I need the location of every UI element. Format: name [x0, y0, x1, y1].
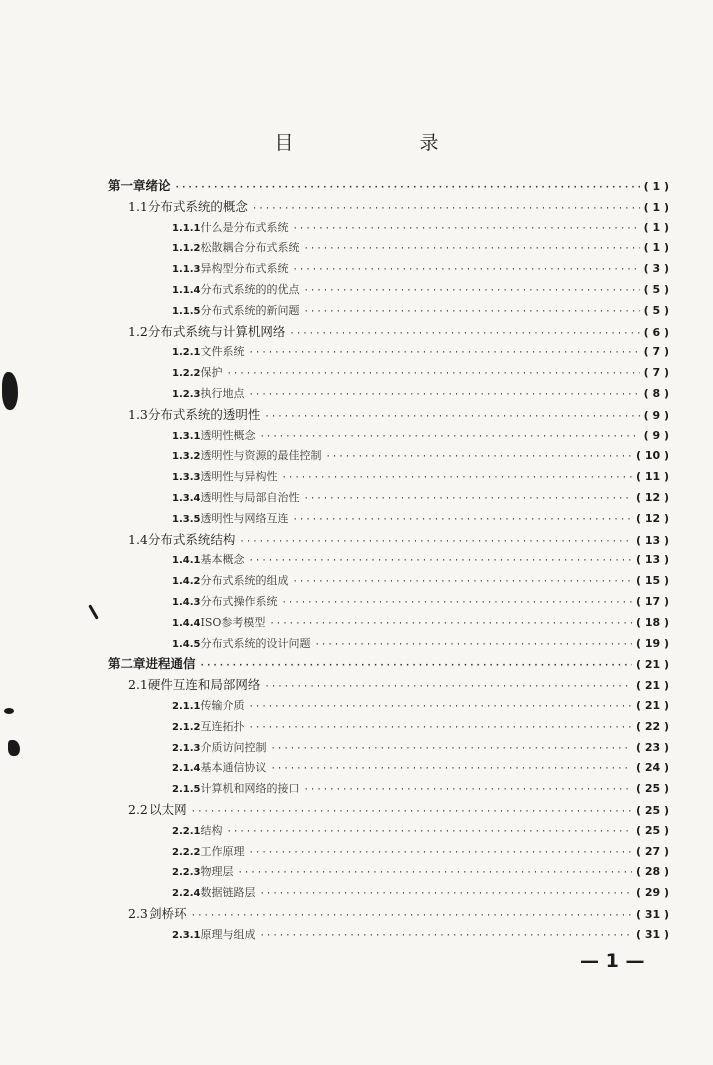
- toc-entry-number: 2.1.4: [172, 763, 201, 775]
- toc-entry-page: ( 18 ): [635, 615, 669, 629]
- toc-entry-title: 分布式系统结构: [147, 531, 236, 547]
- toc-entry-page: ( 28 ): [635, 865, 669, 879]
- toc-entry-title: 保护: [200, 366, 223, 380]
- toc-entry-number: 2.3: [128, 905, 148, 921]
- toc-entry-subsection: [0, 925, 713, 946]
- toc-entry-title: 传输介质: [200, 698, 245, 712]
- toc-entry-page: ( 12 ): [635, 490, 669, 504]
- toc-entry-title: 透明性与异构性: [200, 470, 278, 484]
- toc-entry-chapter: [0, 176, 713, 197]
- dot-leader: [270, 759, 631, 779]
- toc-entry-title: 绪论: [145, 178, 171, 193]
- dot-leader: [292, 260, 639, 280]
- toc-entry-subsection: [0, 634, 713, 655]
- dot-leader: [248, 343, 639, 363]
- toc-entry-title: 透明性与网络互连: [200, 511, 289, 525]
- toc-entry-title: 原理与组成: [200, 927, 256, 941]
- toc-entry-title: 分布式系统的设计问题: [200, 636, 311, 650]
- toc-entry-subsection: [0, 592, 713, 613]
- dot-leader: [248, 551, 631, 571]
- dot-leader: [292, 572, 631, 592]
- toc-entry-number: 1.4.3: [172, 596, 201, 608]
- toc-entry-number: 1.1.1: [172, 222, 201, 234]
- toc-entry-title: 透明性与资源的最佳控制: [200, 449, 322, 463]
- toc-entry-number: 1.4.1: [172, 555, 201, 567]
- toc-entry-title: 执行地点: [200, 386, 245, 400]
- toc-entry-title: 进程通信: [145, 656, 196, 672]
- scan-mark: [4, 708, 14, 714]
- toc-entry-subsection: [0, 696, 713, 717]
- toc-entry-page: ( 23 ): [635, 740, 669, 754]
- dot-leader: [226, 364, 639, 384]
- toc-entry-page: ( 11 ): [635, 470, 669, 484]
- toc-entry-page: ( 29 ): [635, 886, 669, 900]
- toc-entry-subsection: [0, 218, 713, 239]
- toc-entry-title: 介质访问控制: [200, 740, 267, 754]
- toc-entry-page: ( 5 ): [643, 303, 669, 317]
- dot-leader: [270, 739, 631, 759]
- toc-entry-number: 2.1.2: [172, 721, 201, 733]
- toc-entry-number: 2.1.3: [172, 742, 201, 754]
- dot-leader: [264, 407, 639, 427]
- toc-entry-page: ( 1 ): [643, 200, 669, 214]
- dot-leader: [248, 697, 631, 717]
- toc-entry-page: ( 3 ): [643, 262, 669, 276]
- toc-entry-number: 1.1: [128, 198, 148, 214]
- dot-leader: [303, 780, 631, 800]
- dot-leader: [303, 281, 639, 301]
- toc-entry-subsection: [0, 862, 713, 883]
- toc-entry-number: 第一章: [108, 178, 146, 193]
- dot-leader: [303, 239, 639, 259]
- toc-entry-number: 1.3.5: [172, 513, 201, 525]
- toc-entry-number: 2.2.4: [172, 888, 201, 900]
- toc-entry-number: 2.2: [128, 801, 148, 817]
- toc-entry-title: 计算机和网络的接口: [200, 782, 300, 796]
- dot-leader: [303, 489, 631, 509]
- toc-entry-subsection: [0, 883, 713, 904]
- toc-entry-title: 物理层: [200, 865, 234, 879]
- dot-leader: [259, 427, 639, 447]
- dot-leader: [281, 593, 631, 613]
- toc-entry-title: 文件系统: [200, 345, 245, 359]
- toc-entry-page: ( 25 ): [635, 803, 669, 817]
- toc-entry-number: 2.1.5: [172, 784, 201, 796]
- toc-entry-page: ( 9 ): [643, 408, 669, 422]
- toc-entry-section: [0, 197, 713, 218]
- toc-entry-page: ( 17 ): [635, 594, 669, 608]
- toc-entry-section: [0, 405, 713, 426]
- toc-entry-page: ( 1 ): [643, 180, 669, 193]
- toc-entry-title: 分布式系统的新问题: [200, 303, 300, 317]
- toc-entry-subsection: [0, 821, 713, 842]
- toc-entry-number: 2.3.1: [172, 929, 201, 941]
- toc-entry-page: ( 13 ): [635, 533, 669, 547]
- dot-leader: [175, 178, 640, 198]
- toc-entry-page: ( 9 ): [643, 428, 669, 442]
- dot-leader: [264, 677, 632, 697]
- toc-entry-number: 1.1.3: [172, 264, 201, 276]
- dot-leader: [292, 510, 631, 530]
- toc-entry-section: [0, 322, 713, 343]
- toc-entry-subsection: [0, 550, 713, 571]
- toc-entry-subsection: [0, 342, 713, 363]
- toc-entry-section: [0, 530, 713, 551]
- toc-entry-title: 分布式系统的透明性: [147, 406, 261, 422]
- dot-leader: [200, 656, 632, 676]
- toc-entry-title: 基本概念: [200, 553, 245, 567]
- dot-leader: [191, 802, 632, 822]
- toc-entry-section: [0, 675, 713, 696]
- toc-entry-page: ( 19 ): [635, 636, 669, 650]
- toc-entry-title: 互连拓扑: [200, 719, 245, 733]
- toc-entry-title: 分布式系统的的优点: [200, 282, 300, 296]
- toc-entry-chapter: [0, 654, 713, 675]
- toc-entry-number: 2.1.1: [172, 700, 201, 712]
- toc-entry-section: [0, 800, 713, 821]
- toc-entry-subsection: [0, 446, 713, 467]
- toc-entry-page: ( 1 ): [643, 241, 669, 255]
- toc-entry-subsection: [0, 280, 713, 301]
- toc-entry-number: 1.3.2: [172, 451, 201, 463]
- toc-entry-title: 松散耦合分布式系统: [200, 241, 300, 255]
- toc-entry-page: ( 21 ): [635, 698, 669, 712]
- dot-leader: [237, 863, 631, 883]
- dot-leader: [289, 324, 639, 344]
- toc-entry-page: ( 13 ): [635, 553, 669, 567]
- dot-leader: [281, 468, 631, 488]
- toc-entry-number: 1.3.4: [172, 492, 201, 504]
- toc-entry-title: 透明性概念: [200, 428, 256, 442]
- dot-leader: [239, 532, 632, 552]
- toc-entry-subsection: [0, 384, 713, 405]
- toc-entry-page: ( 8 ): [643, 386, 669, 400]
- toc-entry-number: 1.2: [128, 323, 148, 339]
- toc-entry-title: ISO参考模型: [200, 615, 266, 629]
- dot-leader: [252, 199, 640, 219]
- table-of-contents: [0, 176, 713, 945]
- toc-entry-subsection: [0, 467, 713, 488]
- toc-entry-subsection: [0, 301, 713, 322]
- toc-entry-title: 结构: [200, 823, 223, 837]
- dot-leader: [269, 614, 632, 634]
- toc-entry-title: 分布式操作系统: [200, 594, 278, 608]
- toc-entry-page: ( 21 ): [635, 658, 669, 672]
- toc-entry-title: 分布式系统与计算机网络: [147, 323, 286, 339]
- toc-entry-number: 1.4.5: [172, 638, 201, 650]
- toc-entry-number: 1.3: [128, 406, 148, 422]
- toc-entry-number: 1.4.4: [172, 617, 201, 629]
- toc-entry-subsection: [0, 613, 713, 634]
- toc-entry-subsection: [0, 509, 713, 530]
- toc-entry-section: [0, 904, 713, 925]
- toc-entry-subsection: [0, 488, 713, 509]
- toc-entry-subsection: [0, 758, 713, 779]
- toc-entry-number: 1.4.2: [172, 576, 201, 588]
- dot-leader: [303, 302, 639, 322]
- toc-entry-page: ( 5 ): [643, 282, 669, 296]
- toc-entry-subsection: [0, 717, 713, 738]
- dot-leader: [292, 219, 639, 239]
- toc-entry-subsection: [0, 363, 713, 384]
- toc-entry-title: 硬件互连和局部网络: [147, 677, 261, 693]
- toc-entry-subsection: [0, 779, 713, 800]
- toc-entry-title: 透明性与局部自治性: [200, 490, 300, 504]
- toc-entry-number: 2.1: [128, 677, 148, 693]
- toc-entry-page: ( 1 ): [643, 220, 669, 234]
- toc-entry-page: ( 12 ): [635, 511, 669, 525]
- dot-leader: [248, 385, 639, 405]
- toc-entry-page: ( 10 ): [635, 449, 669, 463]
- toc-entry-page: ( 25 ): [635, 782, 669, 796]
- toc-entry-number: 1.1.2: [172, 243, 201, 255]
- toc-entry-subsection: [0, 571, 713, 592]
- toc-entry-number: 1.2.2: [172, 368, 201, 380]
- toc-entry-title: 数据链路层: [200, 886, 256, 900]
- dot-leader: [248, 843, 631, 863]
- toc-entry-title: 工作原理: [200, 844, 245, 858]
- toc-entry-title: 分布式系统的概念: [147, 198, 248, 214]
- dot-leader: [259, 884, 631, 904]
- toc-entry-page: ( 25 ): [635, 823, 669, 837]
- toc-entry-title: 以太网: [149, 801, 187, 817]
- dot-leader: [191, 906, 632, 926]
- footer-page-number: — 1 —: [580, 950, 645, 972]
- scan-mark: [2, 372, 18, 410]
- toc-entry-page: ( 24 ): [635, 761, 669, 775]
- toc-entry-page: ( 27 ): [635, 844, 669, 858]
- toc-entry-page: ( 21 ): [635, 679, 669, 693]
- toc-entry-number: 1.1.4: [172, 284, 201, 296]
- toc-entry-page: ( 31 ): [635, 927, 669, 941]
- scan-mark: [8, 740, 20, 756]
- toc-entry-page: ( 7 ): [643, 366, 669, 380]
- toc-entry-title: 什么是分布式系统: [200, 220, 289, 234]
- toc-entry-page: ( 15 ): [635, 574, 669, 588]
- toc-entry-number: 1.2.3: [172, 388, 201, 400]
- toc-entry-subsection: [0, 738, 713, 759]
- toc-entry-page: ( 6 ): [643, 325, 669, 339]
- toc-entry-number: 1.3.3: [172, 472, 201, 484]
- toc-entry-subsection: [0, 259, 713, 280]
- toc-entry-number: 1.1.5: [172, 305, 201, 317]
- dot-leader: [314, 635, 631, 655]
- toc-entry-title: 分布式系统的组成: [200, 574, 289, 588]
- toc-entry-number: 2.2.1: [172, 825, 201, 837]
- page-title: 目 录: [274, 132, 499, 154]
- toc-entry-number: 第二章: [108, 656, 146, 672]
- toc-entry-title: 基本通信协议: [200, 761, 267, 775]
- toc-entry-number: 1.2.1: [172, 347, 201, 359]
- toc-entry-page: ( 31 ): [635, 907, 669, 921]
- toc-entry-number: 1.4: [128, 531, 148, 547]
- toc-entry-number: 2.2.2: [172, 846, 201, 858]
- dot-leader: [248, 718, 631, 738]
- toc-entry-number: 2.2.3: [172, 867, 201, 879]
- dot-leader: [325, 447, 631, 467]
- toc-entry-title: 剑桥环: [149, 905, 187, 921]
- toc-entry-subsection: [0, 842, 713, 863]
- toc-entry-number: 1.3.1: [172, 430, 201, 442]
- dot-leader: [226, 822, 631, 842]
- toc-entry-page: ( 22 ): [635, 719, 669, 733]
- toc-entry-subsection: [0, 238, 713, 259]
- dot-leader: [259, 926, 631, 946]
- toc-entry-subsection: [0, 426, 713, 447]
- toc-entry-page: ( 7 ): [643, 345, 669, 359]
- toc-entry-title: 异构型分布式系统: [200, 262, 289, 276]
